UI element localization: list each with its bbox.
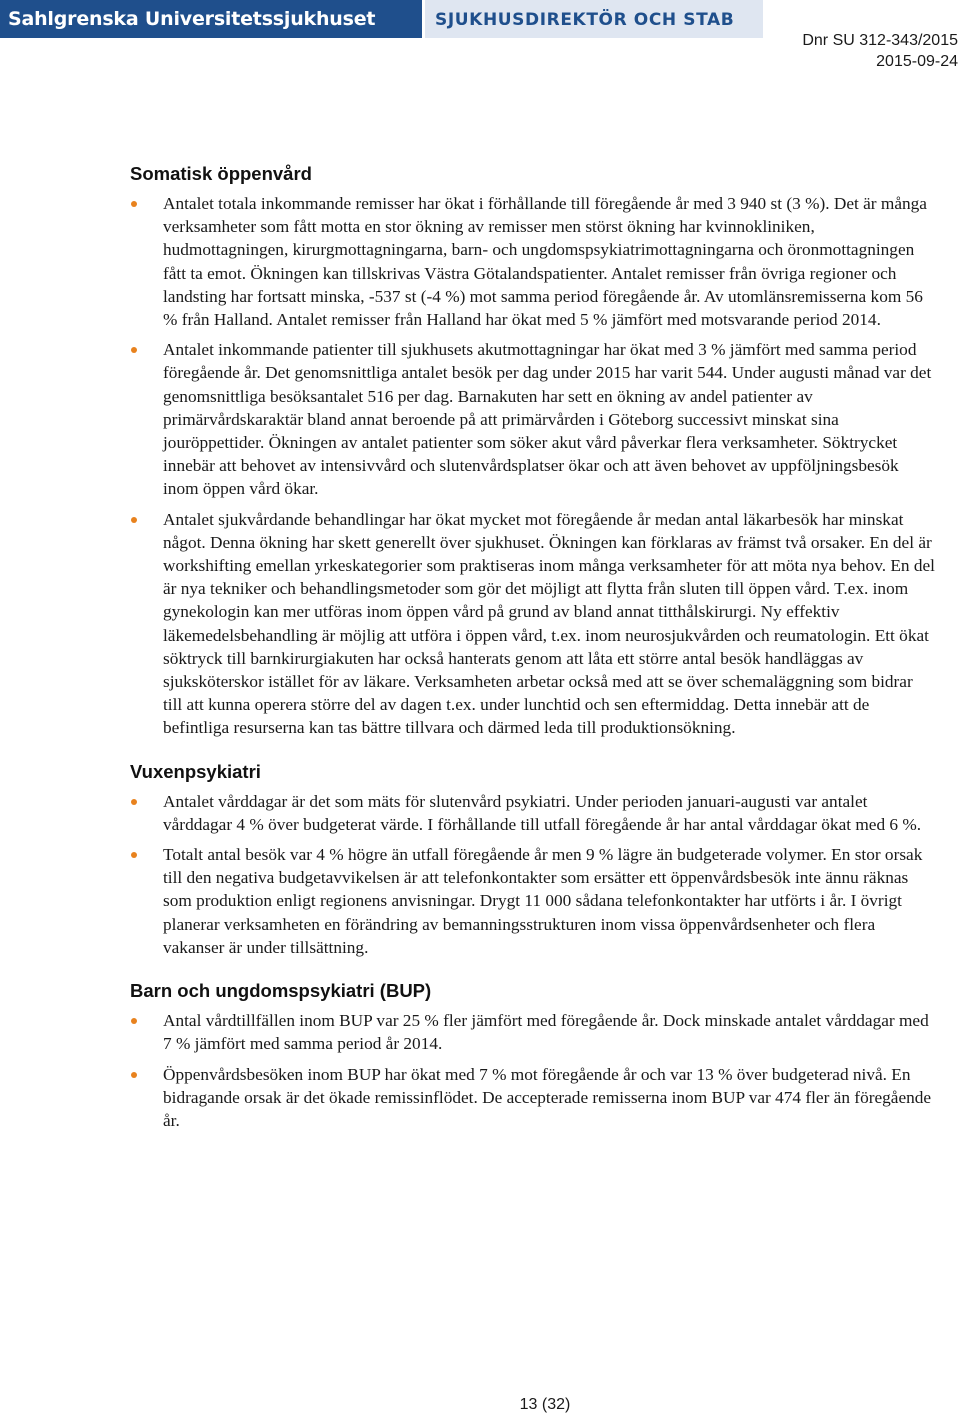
bullet-list [130,1009,936,1132]
section-heading: Vuxenpsykiatri [130,760,261,782]
bullet-list [130,790,936,959]
department-name: SJUKHUSDIREKTÖR OCH STAB [425,0,763,38]
list-item: Antalet inkommande patienter till sjukhusets akutmottagningar har ökat med 3 % jämfört med samma period föregående år. Det genomsnittliga antalet besök per dag under 2015 har varit 544. Under augusti månad var det genomsnittliga besöksantalet 516 per dag. Barnakuten har sett en ökning av andel patienter av primärvårdskaraktär bland annat beroende på att primärvården i Göteborg successivt minskat sina jouröppettider. Ökningen av antalet patienter som söker akut vård påverkar flera verksamheter. Söktrycket innebär att behovet av intensivvård och slutenvårdsplatser ökar och att även behovet av uppföljningsbesök inom öppen vård ökar. [130,338,936,500]
document-meta [802,30,958,72]
page-number: 13 (32) [519,1396,571,1413]
section-vuxenpsykiatri [130,760,936,959]
list-item: Totalt antal besök var 4 % högre än utfall föregående år men 9 % lägre än budgeterade volymer. En stor orsak till den negativa budgetavvikelsen är att telefonkontakter som ersätter ett öppenvårdsbesök inte ännu räknas som produktion enligt regionens anvisningar. Drygt 11 000 sådana telefonkontakter har utförts i år. I övrigt planerar verksamheten en förändring av bemanningsstrukturen inom vissa öppenvårdsenheter och flera vakanser är under tillsättning. [130,843,936,959]
reference-number: Dnr SU 312-343/2015 [802,32,958,49]
list-item: Antalet totala inkommande remisser har ökat i förhållande till föregående år med 3 940 st (3 %). Det är många verksamheter som fått motta en stor ökning av remisser men störst ökning har kvinnokliniken, hudmottagningen, kirurgmottagningarna, barn- och ungdomspsykiatrimottagningarna och öronmottagningen fått ta emot. Ökningen kan tillskrivas Västra Götalandspatienter. Antalet remisser från övriga regioner och landsting har fortsatt minska, -537 st (-4 %) mot samma period föregående år. Av utomlänsremisserna kom 56 % från Halland. Antalet remisser från Halland har ökat med 5 % jämfört med motsvarande period 2014. [130,192,936,331]
list-item: Antalet vårddagar är det som mäts för slutenvård psykiatri. Under perioden januari-augusti var antalet vårddagar 4 % över budgeterat värde. I förhållande till utfall föregående år har antal vårddagar ökat med 6 %. [130,790,936,836]
document-date: 2015-09-24 [876,53,958,70]
list-item: Antalet sjukvårdande behandlingar har ökat mycket mot föregående år medan antal läkarbesök har minskat något. Denna ökning har skett generellt över sjukhuset. Ökningen kan förklaras av främst två orsaker. En del är workshifting emellan yrkeskategorier som praktiseras inom många verksamheter för att möta nya behov. En del är nya tekniker och behandlingsmetoder som gör det möjligt att flytta från sluten till öppen vård. T.ex. inom gynekologin kan mer utföras inom öppen vård på grund av bland annat titthålskirurgi. Ny effektiv läkemedelsbehandling är möjlig att utföra i öppen vård, t.ex. inom neurosjukvården och reumatologin. Ett ökat söktryck till barnkirurgiakuten har också hanterats genom att låta ett större antal besök handläggas av sjuksköterskor istället för av läkare. Verksamheten arbetar också med att se över schemaläggning som bidrar till att kunna operera större del av dagen t.ex. under lunchtid och sen eftermiddag. Detta innebär att de befintliga resurserna kan tas bättre tillvara och därmed leda till produktionsökning. [130,508,936,740]
section-heading: Barn och ungdomspsykiatri (BUP) [130,980,432,1002]
bullet-list [130,192,936,740]
section-bup [130,979,936,1132]
section-somatisk-oppenvard [130,162,936,740]
header-banner [0,0,763,38]
section-heading: Somatisk öppenvård [130,163,312,184]
organization-name: Sahlgrenska Universitetssjukhuset [0,0,422,38]
list-item: Öppenvårdsbesöken inom BUP har ökat med 7 % mot föregående år och var 13 % över budgeterad nivå. En bidragande orsak är det ökade remissinflödet. De accepterade remisserna inom BUP var 474 fler än föregående år. [130,1063,936,1133]
list-item: Antal vårdtillfällen inom BUP var 25 % fler jämfört med föregående år. Dock minskade antalet vårddagar med 7 % jämfört med samma period år 2014. [130,1009,936,1055]
document-body [130,162,936,1152]
